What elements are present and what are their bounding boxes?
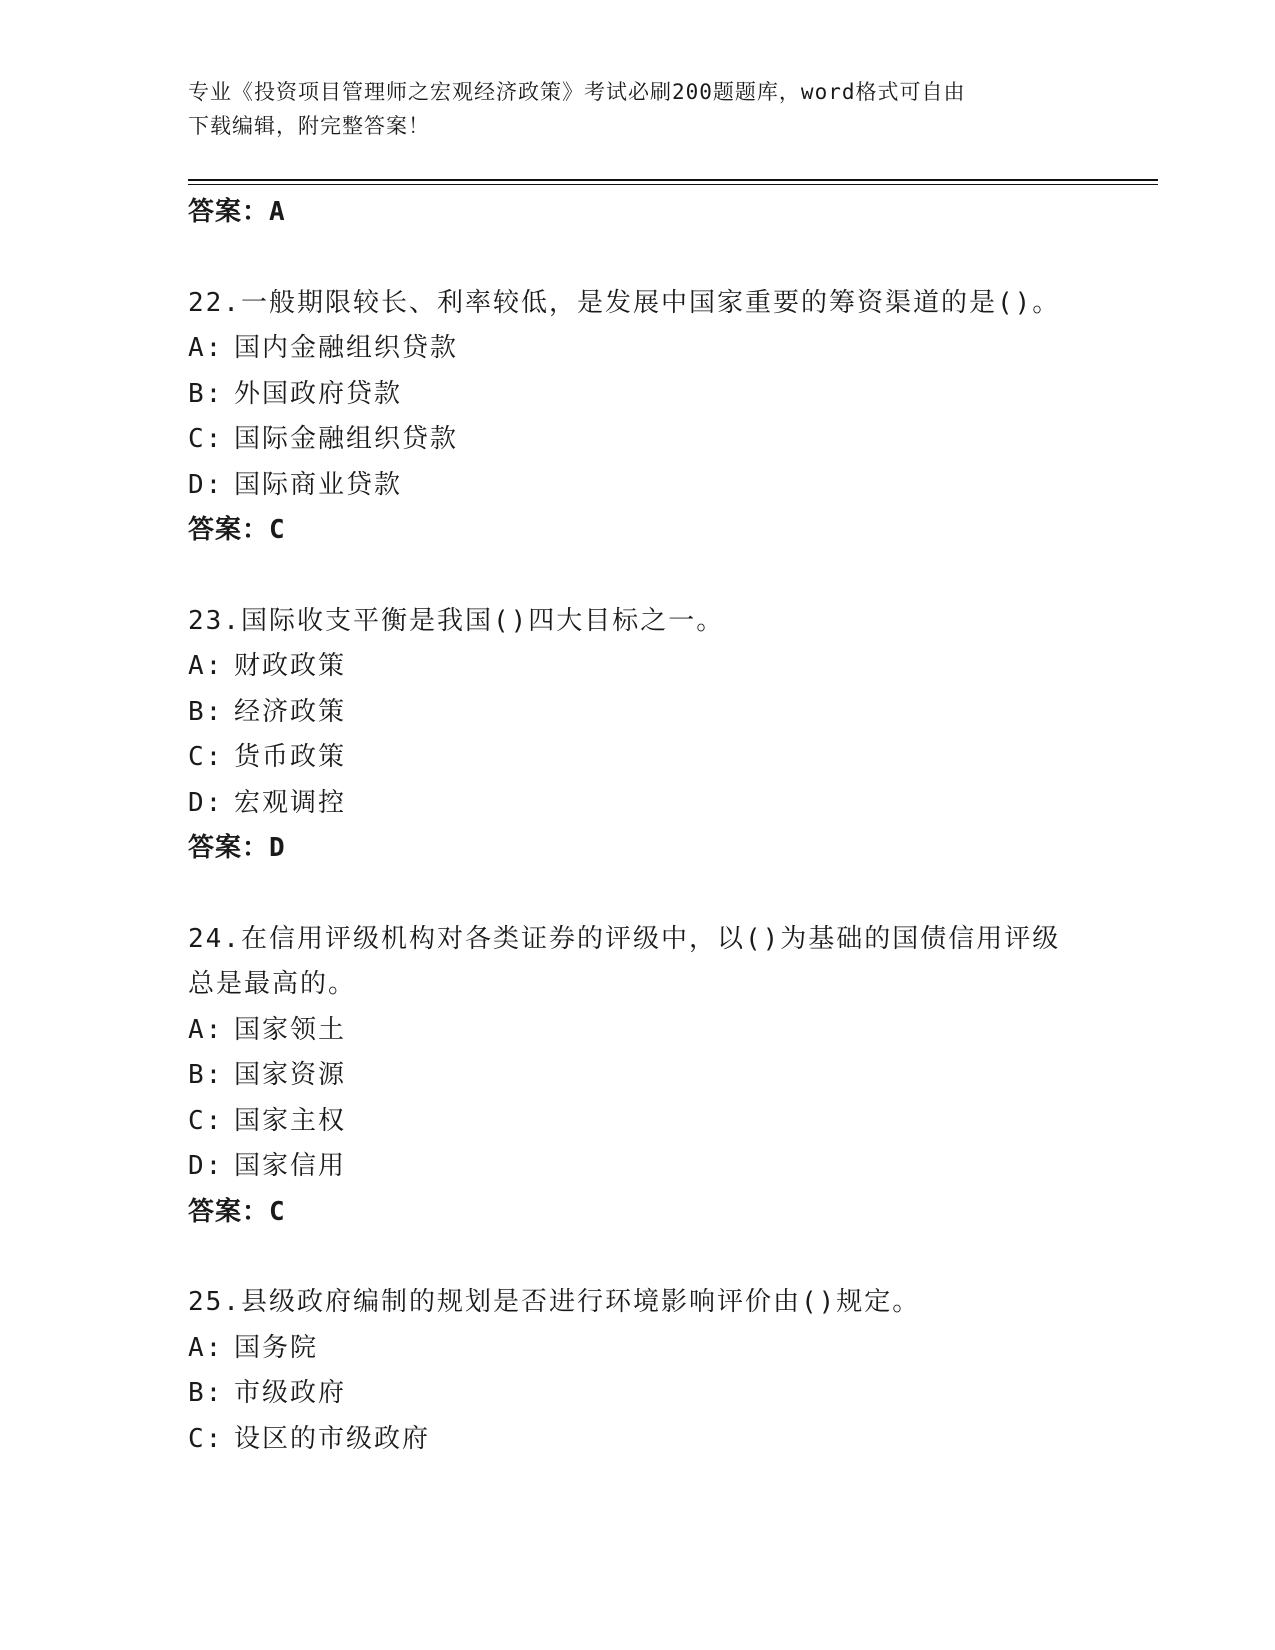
answer-option	[188, 1144, 1088, 1190]
question-stem: 24.在信用评级机构对各类证券的评级中，以()为基础的国债信用评级	[188, 923, 1061, 954]
question-stem: 25.县级政府编制的规划是否进行环境影响评价由()规定。	[188, 1287, 921, 1317]
option-label: B:	[188, 378, 224, 409]
option-text: 国家领土	[234, 1014, 347, 1045]
option-label: D:	[188, 787, 224, 818]
question-stem: 总是最高的。	[188, 969, 357, 999]
answer-option	[188, 372, 1088, 418]
option-label: C:	[188, 1423, 224, 1454]
option-text: 国内金融组织贷款	[234, 333, 459, 363]
option-text: 货币政策	[234, 742, 347, 772]
option-label: B:	[188, 1060, 224, 1090]
answer-option	[188, 781, 1088, 827]
question-list	[188, 190, 1088, 1462]
option-text: 国务院	[234, 1332, 319, 1363]
header-divider-thin	[188, 184, 1158, 185]
option-label: B:	[188, 696, 224, 727]
questions-container	[188, 281, 1088, 1463]
option-text: 市级政府	[234, 1378, 347, 1408]
answer-option	[188, 1371, 1088, 1417]
option-label: D:	[188, 1151, 224, 1181]
answer-option	[188, 1326, 1088, 1372]
answer-option	[188, 735, 1088, 781]
option-label: C:	[188, 742, 224, 772]
option-text: 国家主权	[234, 1105, 347, 1136]
header-divider	[188, 179, 1158, 181]
option-text: 国际金融组织贷款	[234, 424, 459, 454]
answer-option	[188, 1008, 1088, 1054]
option-text: 宏观调控	[234, 787, 347, 818]
question-block	[188, 599, 1088, 917]
answer-line: 答案：C	[188, 1196, 286, 1227]
spacer	[188, 872, 1088, 917]
question-stem: 23.国际收支平衡是我国()四大目标之一。	[188, 605, 725, 636]
answer-line: 答案：A	[188, 197, 286, 227]
option-text: 财政政策	[234, 651, 347, 681]
spacer	[188, 236, 1088, 281]
answer-option	[188, 463, 1088, 509]
option-text: 设区的市级政府	[234, 1423, 431, 1454]
option-text: 国家资源	[234, 1060, 347, 1090]
answer-option	[188, 1417, 1088, 1463]
option-label: B:	[188, 1378, 224, 1408]
header-line-1: 专业《投资项目管理师之宏观经济政策》考试必刷200题题库，word格式可自由	[188, 80, 966, 104]
answer-line: 答案：C	[188, 515, 286, 545]
answer-option	[188, 1099, 1088, 1145]
option-label: A:	[188, 651, 224, 681]
option-label: C:	[188, 424, 224, 454]
answer-line: 答案：D	[188, 833, 286, 863]
question-block	[188, 917, 1088, 1281]
header-line-2: 下载编辑，附完整答案！	[188, 114, 430, 138]
answer-option	[188, 690, 1088, 736]
question-block	[188, 281, 1088, 599]
option-label: A:	[188, 1014, 224, 1045]
answer-option	[188, 326, 1088, 372]
option-label: A:	[188, 1332, 224, 1363]
spacer	[188, 554, 1088, 599]
answer-option	[188, 644, 1088, 690]
answer-option	[188, 1053, 1088, 1099]
document-header	[188, 75, 1078, 143]
option-text: 经济政策	[234, 696, 347, 727]
option-label: D:	[188, 469, 224, 500]
option-text: 国际商业贷款	[234, 469, 403, 500]
option-text: 国家信用	[234, 1151, 347, 1181]
question-block	[188, 1280, 1088, 1462]
answer-option	[188, 417, 1088, 463]
option-label: C:	[188, 1105, 224, 1136]
option-text: 外国政府贷款	[234, 378, 403, 409]
option-label: A:	[188, 333, 224, 363]
question-stem: 22.一般期限较长、利率较低，是发展中国家重要的筹资渠道的是()。	[188, 287, 1061, 318]
spacer	[188, 1235, 1088, 1280]
